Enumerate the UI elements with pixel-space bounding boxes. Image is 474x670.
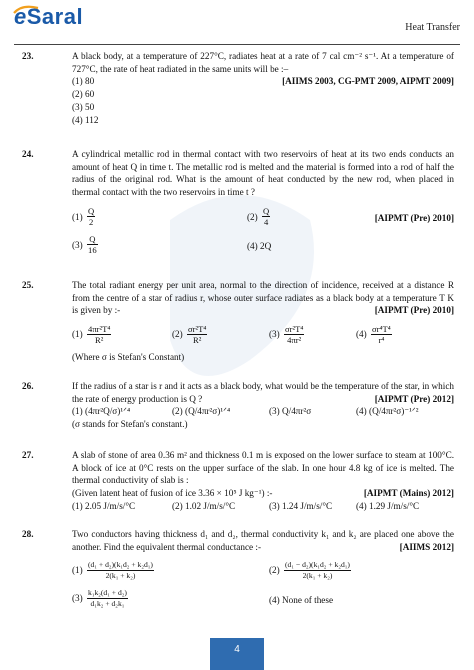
saral-logo: eSaral (14, 4, 84, 29)
option-2: (2) 60 (72, 89, 95, 100)
option-1-label: (1) (72, 211, 83, 222)
question-number: 23. (22, 51, 34, 61)
exam-reference: [AIPMT (Mains) 2012] (363, 487, 454, 498)
option-1-fraction: $\frac{\text{(d₁ + d₂)(k₁d₂ + k₂d₁)}}{\text{2(k₁ + k₂)}}$ (88, 560, 153, 581)
option-3: (3) 50 (72, 102, 95, 113)
exam-reference: [AIIMS 2003, CG-PMT 2009, AIPMT 2009] (282, 76, 454, 87)
option-2: (2) 1.02 J/m/s/°C (172, 500, 236, 511)
option-3-label: (3) (269, 328, 280, 339)
note: (Where σ is Stefan's Constant) (72, 351, 185, 362)
option-2-fraction: $\frac{Q}{4}$ (263, 206, 270, 228)
question-28 (22, 528, 454, 613)
option-3-fraction: $\frac{\text{σr²T⁴}}{\text{4πr²}}$ (285, 323, 304, 345)
option-2-label: (2) (247, 211, 258, 222)
option-4-fraction: $\frac{\text{σr⁴T⁴}}{\text{r⁴}}$ (372, 323, 391, 345)
question-number: 26. (22, 381, 34, 391)
exam-reference: [AIPMT (Pre) 2010] (374, 305, 454, 316)
question-text: Two conductors having thickness d₁ and d₂, thermal conductivity k₁ and k₂ are placed one above the another. Find the equivalent thermal conductance :- [AIIMS 2012] (72, 529, 454, 552)
exam-reference: [AIIMS 2012] (399, 541, 454, 552)
question-text: A slab of stone of area 0.36 m² and thickness 0.1 m is exposed on the lower surface to steam at 100°C. A block of ice at 0°C rests on the upper surface of the slab. In one hour 4.8 kg of ice is melted. The thermal conductivity of slab is : (72, 450, 454, 486)
option-2: (2) (Q/4πr²σ)¹ᐟ⁴ (172, 406, 231, 417)
page-number: 4 (234, 644, 240, 655)
option-2-fraction: $\frac{\text{σr²T⁴}}{\text{R²}}$ (188, 323, 207, 345)
option-3-fraction: $\frac{Q}{16}$ (88, 234, 97, 256)
option-2-label: (2) (269, 565, 280, 576)
option-4: (4) 2Q (247, 241, 272, 252)
chapter-title: Heat Transfer (405, 22, 460, 33)
option-4: (4) 112 (72, 115, 99, 126)
option-3-label: (3) (72, 593, 83, 604)
option-3: (3) Q/4πr²σ (269, 406, 312, 417)
page-number-box (210, 638, 264, 670)
question-text: A cylindrical metallic rod in thermal contact with two reservoirs of heat at its two ends conducts an amount of heat Q in time t. The metallic rod is melted and the material is formed into a rod of half the radius of the original rod. What is the amount of heat conducted by the new rod, when placed in thermal contact with the two reservoirs in time t ? (72, 149, 454, 197)
question-number: 28. (22, 529, 34, 539)
option-2-fraction: $\frac{\text{(d₁ − d₂)(k₁d₂ + k₂d₁)}}{\text{2(k₁ + k₂)}}$ (285, 560, 350, 581)
option-4: (4) (Q/4πr²σ)⁻¹ᐟ² (356, 406, 419, 417)
option-4: (4) None of these (269, 595, 334, 606)
option-3-label: (3) (72, 239, 83, 250)
option-4-label: (4) (356, 328, 367, 339)
option-1: (1) 80 (72, 76, 95, 87)
option-3-fraction: $\frac{\text{k₁k₂(d₁ + d₂)}}{\text{d₁k₂ + d₂k₁}}$ (88, 588, 127, 609)
given-data: (Given latent heat of fusion of ice 3.36 × 10⁵ J kg⁻¹) :- (72, 487, 273, 498)
option-1: (1) (4πr²Q/σ)¹ᐟ⁴ (72, 406, 131, 417)
note: (σ stands for Stefan's constant.) (72, 419, 188, 430)
option-2-label: (2) (172, 328, 183, 339)
option-1-label: (1) (72, 565, 83, 576)
question-text: The total radiant energy per unit area, normal to the direction of incidence, received at a distance R from the centre of a star of radius r, whose outer surface radiates as a black body at a temperature T K is given by :- [AIPMT (Pre) 2010] (72, 280, 454, 316)
question-26 (22, 380, 454, 431)
question-27 (22, 449, 454, 513)
question-text: A black body, at a temperature of 227°C, radiates heat at a rate of 7 cal cm⁻² s⁻¹. At a temperature of 727°C, the rate of heat radiated in the same units will be :– (72, 51, 454, 74)
question-23 (22, 50, 454, 127)
exam-reference: [AIPMT (Pre) 2012] (374, 393, 454, 404)
header-divider (14, 44, 460, 45)
exam-reference: [AIPMT (Pre) 2010] (374, 213, 454, 224)
question-text: If the radius of a star is r and it acts as a black body, what would be the temperature of the star, in which the rate of energy production is Q ? [AIPMT (Pre) 2012] (72, 381, 454, 404)
question-number: 27. (22, 450, 34, 460)
question-number: 24. (22, 149, 34, 159)
option-1-fraction: $\frac{Q}{2}$ (88, 206, 95, 228)
page-header (0, 0, 474, 46)
option-1-fraction: $\frac{\text{4πr²T⁴}}{\text{R²}}$ (88, 323, 111, 345)
question-25 (22, 279, 454, 364)
option-4: (4) 1.29 J/m/s/°C (356, 500, 420, 511)
option-3: (3) 1.24 J/m/s/°C (269, 500, 333, 511)
option-1: (1) 2.05 J/m/s/°C (72, 500, 136, 511)
option-1-label: (1) (72, 328, 83, 339)
question-number: 25. (22, 280, 34, 290)
question-24 (22, 148, 454, 258)
